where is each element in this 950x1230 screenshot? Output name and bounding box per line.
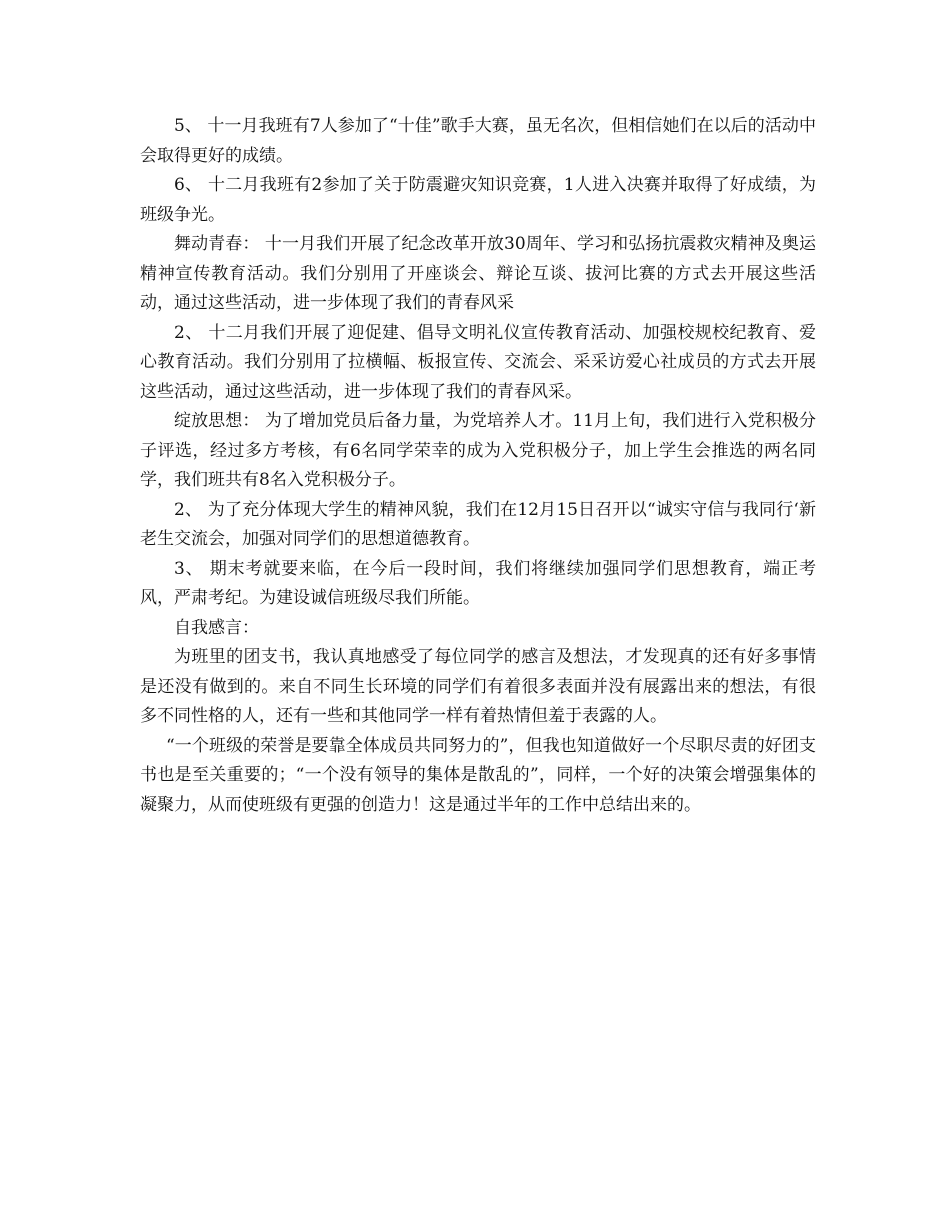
paragraph-bloom-thought: 绽放思想： 为了增加党员后备力量，为党培养人才。11月上旬，我们进行入党积极分子评选，经过多方考核，有6名同学荣幸的成为入党积极分子，加上学生会推选的两名同学，我们班共有8名入党积极分子。 [140, 411, 816, 490]
paragraph-december-activities: 2、 十二月我们开展了迎促建、倡导文明礼仪宣传教育活动、加强校规校纪教育、爱心教育活动。我们分别用了拉横幅、板报宣传、交流会、采采访爱心社成员的方式去开展这些活动，通过这些活动，进一步体现了我们的青春风采。 [140, 322, 816, 402]
document-body [140, 112, 816, 820]
paragraph-item-5: 5、 十一月我班有7人参加了“十佳”歌手大赛，虽无名次，但相信她们在以后的活动中会取得更好的成绩。 [140, 116, 816, 166]
paragraph-exchange-meeting: 2、 为了充分体现大学生的精神风貌，我们在12月15日召开以“诚实守信与我同行‘新老生交流会，加强对同学们的思想道德教育。 [140, 499, 816, 549]
paragraph-conclusion: “一个班级的荣誉是要靠全体成员共同努力的”，但我也知道做好一个尽职尽责的好团支书也是至关重要的；“一个没有领导的集体是散乱的”，同样，一个好的决策会增强集体的凝聚力，从而使班级有更强的创造力！这是通过半年的工作中总结出来的。 [140, 735, 816, 815]
paragraph-final-exam: 3、 期末考就要来临，在今后一段时间，我们将继续加强同学们思想教育，端正考风，严肃考纪。为建设诚信班级尽我们所能。 [140, 558, 816, 608]
paragraph-dance-youth: 舞动青春： 十一月我们开展了纪念改革开放30周年、学习和弘扬抗震救灾精神及奥运精神宣传教育活动。我们分别用了开座谈会、辩论互谈、拔河比赛的方式去开展这些活动，通过这些活动，进一步体现了我们的青春风采 [140, 234, 816, 313]
paragraph-item-6: 6、 十二月我班有2参加了关于防震避灾知识竞赛，1人进入决赛并取得了好成绩，为班级争光。 [140, 175, 816, 225]
paragraph-self-reflection: 为班里的团支书，我认真地感受了每位同学的感言及想法，才发现真的还有好多事情是还没有做到的。来自不同生长环境的同学们有着很多表面并没有展露出来的想法，有很多不同性格的人，还有一些和其他同学一样有着热情但羞于表露的人。 [140, 647, 816, 726]
section-heading-self-reflection: 自我感言： [174, 617, 259, 638]
